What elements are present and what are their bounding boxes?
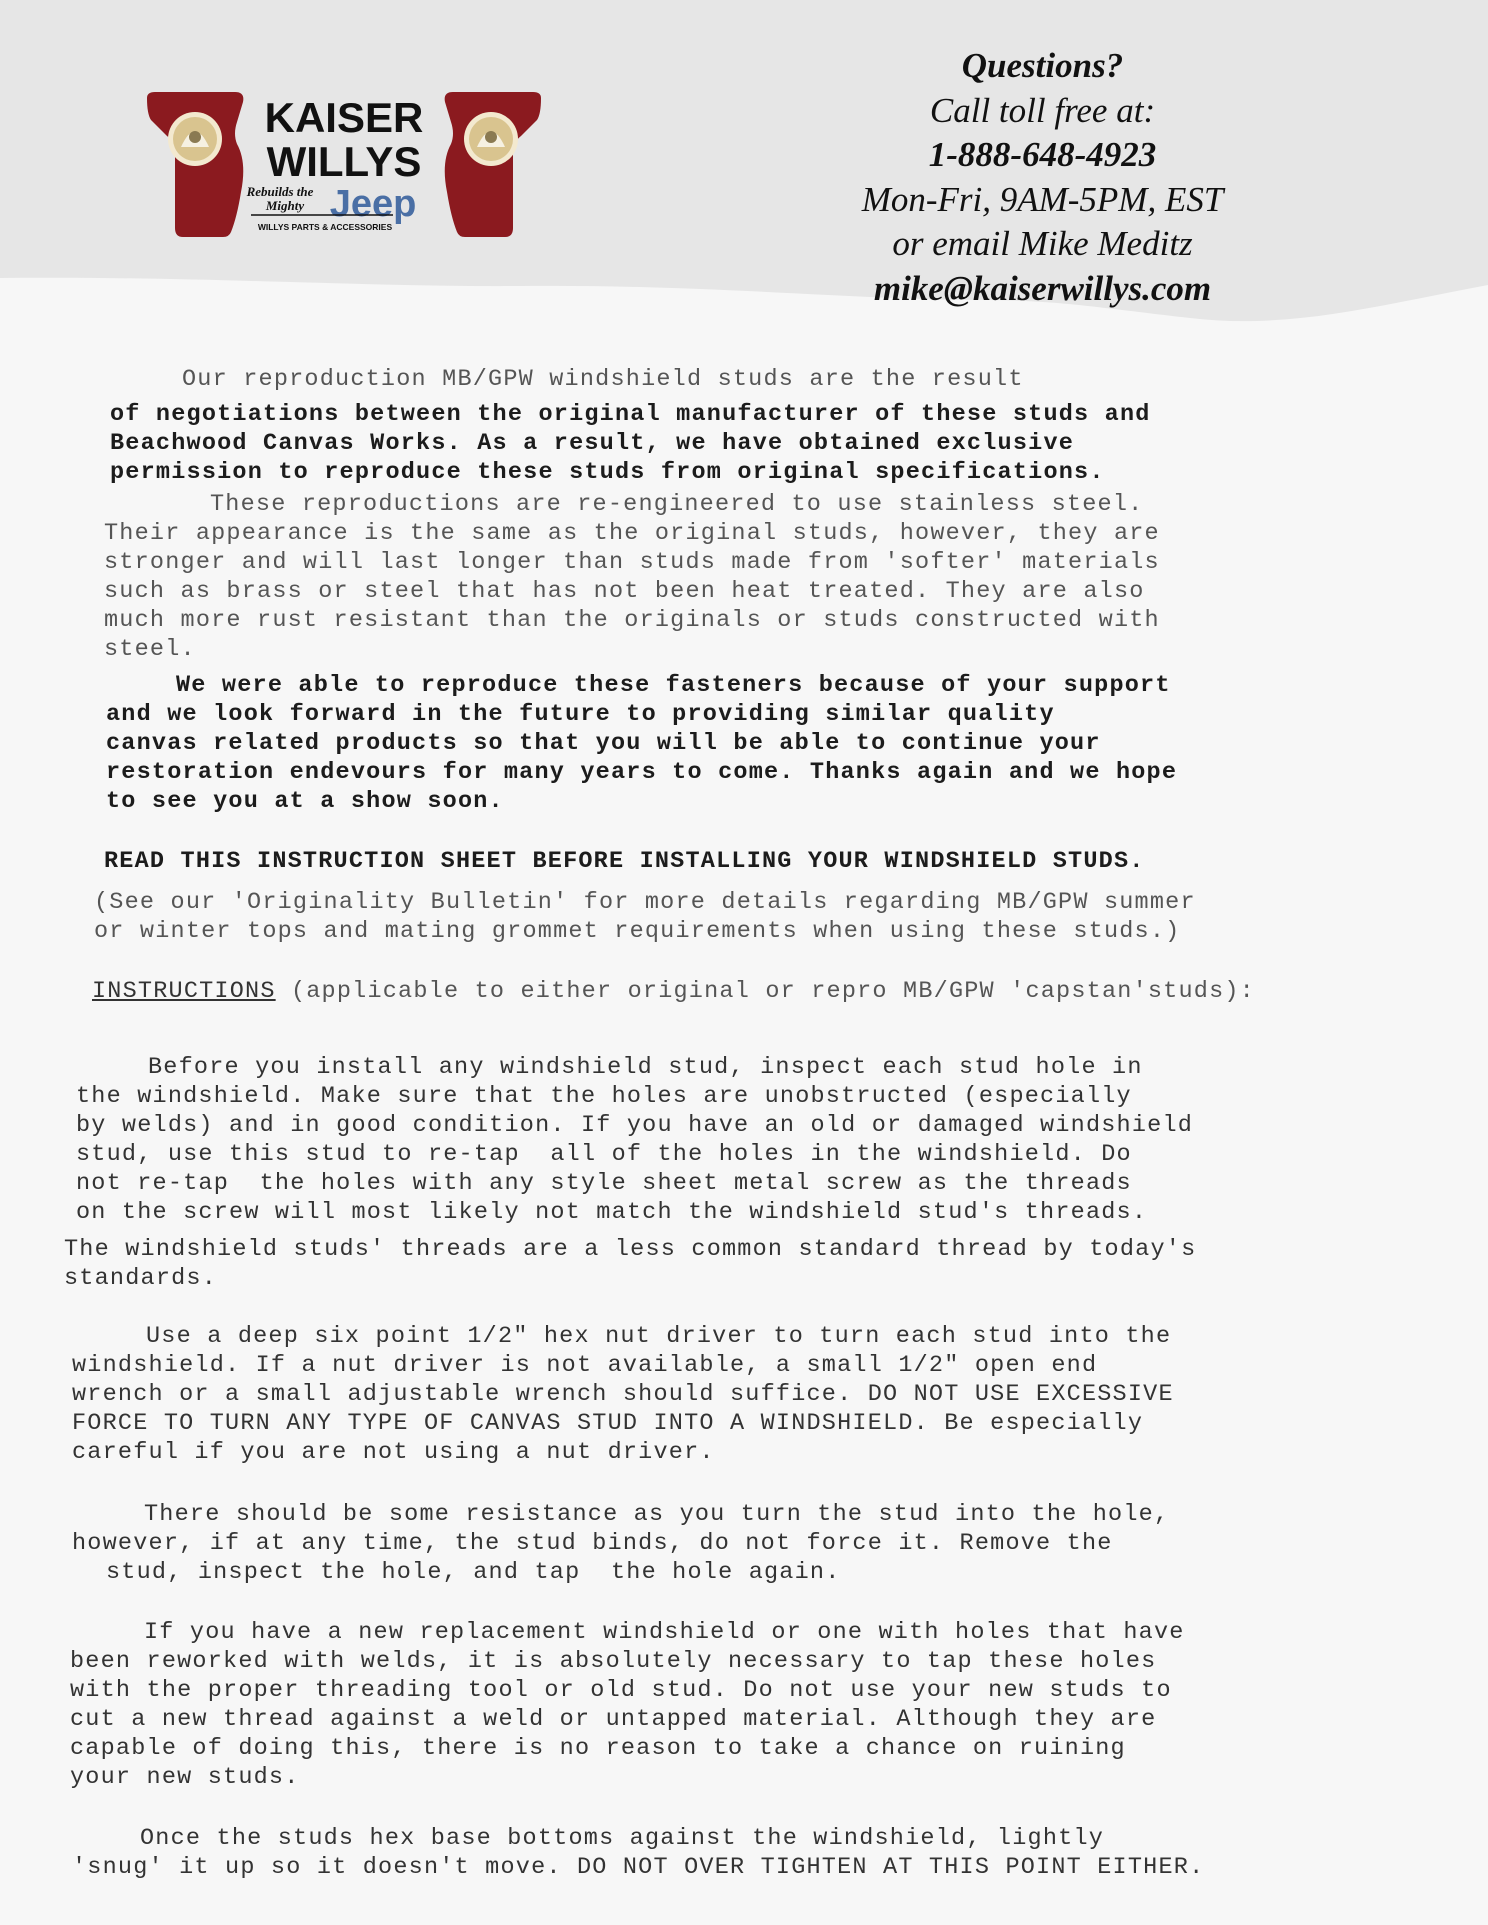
paragraph-line: such as brass or steel that has not been heat treated. They are also [104, 578, 1145, 605]
step-line: on the screw will most likely not match the windshield stud's threads. [76, 1199, 1148, 1226]
paragraph-line: to see you at a show soon. [106, 788, 504, 815]
step-line: with the proper threading tool or old stud. Do not use your new studs to [70, 1677, 1172, 1704]
step-line: wrench or a small adjustable wrench should suffice. DO NOT USE EXCESSIVE [72, 1381, 1174, 1408]
instructions-label: INSTRUCTIONS [92, 978, 276, 1005]
step-line: stud, inspect the hole, and tap the hole again. [106, 1559, 841, 1586]
svg-text:Jeep: Jeep [329, 183, 417, 225]
step-line: the windshield. Make sure that the holes are unobstructed (especially [76, 1083, 1132, 1110]
step-line: your new studs. [70, 1764, 300, 1791]
step-line: The windshield studs' threads are a less common standard thread by today's [64, 1236, 1197, 1263]
step-line: by welds) and in good condition. If you have an old or damaged windshield [76, 1112, 1194, 1139]
step-line: capable of doing this, there is no reason to take a chance on ruining [70, 1735, 1126, 1762]
paragraph-line: restoration endevours for many years to come. Thanks again and we hope [106, 759, 1178, 786]
paragraph-line: These reproductions are re-engineered to use stainless steel. [210, 491, 1144, 518]
header-band [0, 0, 1488, 340]
paragraph-line: and we look forward in the future to providing similar quality [106, 701, 1055, 728]
step-line: 'snug' it up so it doesn't move. DO NOT OVER TIGHTEN AT THIS POINT EITHER. [72, 1854, 1205, 1881]
step-line: Before you install any windshield stud, inspect each stud hole in [148, 1054, 1143, 1081]
paragraph-line: canvas related products so that you will be able to continue your [106, 730, 1101, 757]
step-line: stud, use this stud to re-tap all of the holes in the windshield. Do [76, 1141, 1132, 1168]
email-link[interactable]: mike@kaiserwillys.com [873, 268, 1212, 308]
step-line: windshield. If a nut driver is not available, a small 1/2" open end [72, 1352, 1098, 1379]
paragraph-line: stronger and will last longer than studs made from 'softer' materials [104, 549, 1160, 576]
kaiser-willys-logo[interactable] [145, 92, 543, 237]
instructions-heading [92, 977, 1255, 1007]
step-line: not re-tap the holes with any style sheet metal screw as the threads [76, 1170, 1132, 1197]
step-line: FORCE TO TURN ANY TYPE OF CANVAS STUD INTO A WINDSHIELD. Be especially [72, 1410, 1144, 1437]
phone-number[interactable]: 1-888-648-4923 [928, 135, 1157, 174]
bulletin-line: (See our 'Originality Bulletin' for more details regarding MB/GPW summer [94, 889, 1196, 916]
intro-line: Beachwood Canvas Works. As a result, we have obtained exclusive [110, 430, 1075, 457]
paragraph-line: steel. [104, 636, 196, 663]
step-line: been reworked with welds, it is absolutely necessary to tap these holes [70, 1648, 1157, 1675]
bulletin-line: or winter tops and mating grommet requirements when using these studs.) [94, 918, 1181, 945]
intro-line: of negotiations between the original manufacturer of these studs and [110, 401, 1151, 428]
svg-text:WILLYS PARTS & ACCESSORIES: WILLYS PARTS & ACCESSORIES [257, 222, 393, 232]
paragraph-line: Their appearance is the same as the original studs, however, they are [104, 520, 1160, 547]
step-line: Once the studs hex base bottoms against the windshield, lightly [140, 1825, 1105, 1852]
step-line: If you have a new replacement windshield or one with holes that have [144, 1619, 1185, 1646]
svg-text:KAISER: KAISER [264, 94, 424, 141]
intro-line: permission to reproduce these studs from original specifications. [110, 459, 1105, 486]
svg-text:WILLYS: WILLYS [266, 138, 422, 185]
call-toll-free-label: Call toll free at: [929, 90, 1156, 130]
contact-info [820, 44, 1265, 311]
instructions-suffix: (applicable to either original or repro MB/GPW 'capstan'studs): [275, 978, 1255, 1005]
paragraph-line: We were able to reproduce these fasteners because of your support [176, 672, 1171, 699]
email-intro: or email Mike Meditz [892, 224, 1193, 263]
questions-heading: Questions? [961, 46, 1124, 85]
step-line: cut a new thread against a weld or untapped material. Although they are [70, 1706, 1157, 1733]
step-line: Use a deep six point 1/2" hex nut driver to turn each stud into the [146, 1323, 1172, 1350]
step-line: careful if you are not using a nut driver. [72, 1439, 715, 1466]
read-notice: READ THIS INSTRUCTION SHEET BEFORE INSTALLING YOUR WINDSHIELD STUDS. [104, 848, 1145, 875]
business-hours: Mon-Fri, 9AM-5PM, EST [861, 179, 1224, 219]
paragraph-line: much more rust resistant than the originals or studs constructed with [104, 607, 1160, 634]
step-line: standards. [64, 1265, 218, 1292]
intro-line: Our reproduction MB/GPW windshield studs are the result [182, 366, 1024, 393]
step-line: There should be some resistance as you turn the stud into the hole, [144, 1501, 1170, 1528]
svg-text:Rebuilds the: Rebuilds the [246, 184, 314, 199]
step-line: however, if at any time, the stud binds, do not force it. Remove the [72, 1530, 1113, 1557]
svg-text:Mighty: Mighty [265, 198, 305, 213]
